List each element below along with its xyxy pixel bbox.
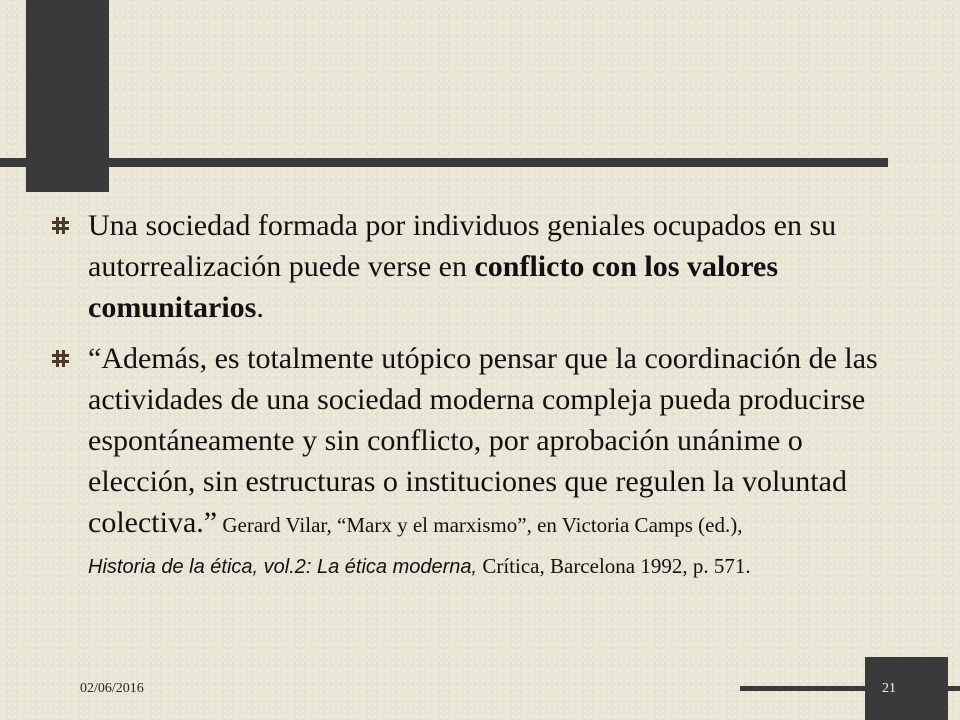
citation-publisher: Crítica, Barcelona 1992, p. 571. — [477, 554, 751, 578]
citation-title: Historia de la ética, vol.2: La ética moderna, — [88, 556, 478, 578]
bullet-1-text: Una sociedad formada por individuos geniales ocupados en su autorrealización puede verse en — [88, 209, 837, 283]
quote-text: “Además, es totalmente utópico pensar que la coordinación de las actividades de una sociedad moderna compleja pueda producirse espontáneamente y sin conflicto, por aprobación unánime o elección, sin estructuras o instituciones que regulen la voluntad colectiva.” — [88, 342, 878, 539]
hash-bullet-icon — [52, 350, 69, 367]
slide-number: 21 — [882, 681, 896, 696]
bottom-decor-block — [865, 657, 948, 720]
bullet-list — [48, 205, 908, 598]
citation-author: Gerard Vilar, “Marx y el marxismo”, en Victoria Camps (ed.), — [217, 513, 743, 537]
bullet-item-2 — [48, 338, 908, 588]
bullet-item-1 — [48, 205, 908, 328]
bullet-1-period: . — [256, 291, 264, 324]
top-decor-bar — [0, 158, 888, 167]
footer-date: 02/06/2016 — [80, 681, 144, 696]
hash-bullet-icon — [52, 217, 69, 234]
bullet-1-emphasis: conflicto con los valores comunitarios — [88, 250, 779, 324]
